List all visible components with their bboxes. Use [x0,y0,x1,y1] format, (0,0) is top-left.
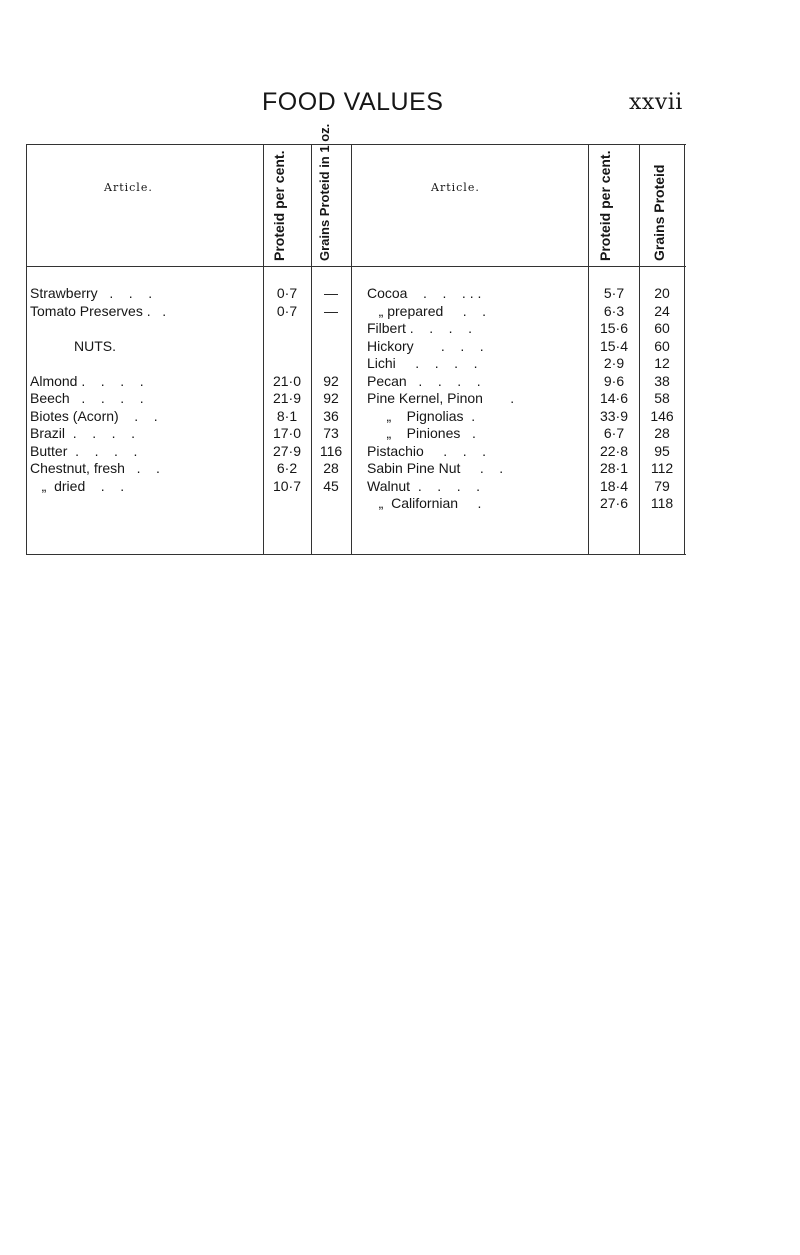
row-grains-proteid: 38 [654,372,670,389]
row-proteid-per-cent: 5·7 [603,285,625,301]
row-article: Brazil . . . . [30,425,136,441]
row-proteid-per-cent: 18·4 [599,477,629,494]
row-grains-proteid: 12 [654,355,670,371]
row-proteid-per-cent: 6·2 [276,460,298,476]
row-article: Lichi . . . . [367,355,478,371]
row-article: Beech . . . . [30,390,144,406]
header-article-right: Article. [431,181,480,194]
row-grains-proteid: — [324,285,338,301]
row-proteid-per-cent: 6·7 [603,425,625,441]
header-grains-proteid-right: Grains Proteid [651,164,667,261]
row-proteid-per-cent: 0·7 [276,285,298,301]
row-article: Filbert . . . . [367,320,473,336]
food-values-table [26,123,686,555]
row-proteid-per-cent: 21·0 [272,372,302,389]
row-grains-proteid: 112 [650,460,674,476]
header-article-left: Article. [104,181,153,194]
row-article: „ prepared . . [367,302,487,319]
row-grains-proteid: 92 [323,390,339,406]
row-article: Walnut . . . . [367,477,481,494]
page-header [0,88,800,118]
header-proteid-per-cent-left: Proteid per cent. [271,150,287,261]
row-proteid-per-cent: 27·6 [599,495,629,511]
row-grains-proteid: 20 [654,285,670,301]
row-grains-proteid: 36 [323,407,339,424]
row-article: Pistachio . . . [367,442,487,459]
page-title: FOOD VALUES [262,88,444,116]
row-article: Hickory . . . [367,337,484,354]
row-grains-proteid: 146 [650,407,674,424]
table-rule [684,145,685,554]
table-rule [26,145,27,554]
row-proteid-per-cent: 10·7 [272,477,302,494]
row-grains-proteid: 60 [654,337,670,354]
section-heading-nuts: NUTS. [74,337,116,354]
row-grains-proteid: 60 [654,320,670,336]
row-grains-proteid: 116 [319,442,343,459]
row-article: „ Pignolias . [367,407,476,424]
header-rule [26,266,686,267]
row-proteid-per-cent: 17·0 [272,425,302,441]
row-article: Butter . . . . [30,442,138,459]
row-proteid-per-cent: 6·3 [603,302,625,319]
row-proteid-per-cent: 8·1 [276,407,298,424]
row-proteid-per-cent: 27·9 [272,442,302,459]
page-number: xxvii [629,90,683,115]
row-grains-proteid: 24 [654,302,670,319]
row-proteid-per-cent: 21·9 [272,390,302,406]
row-article: Sabin Pine Nut . . [367,460,504,476]
row-proteid-per-cent: 2·9 [603,355,625,371]
row-proteid-per-cent: 22·8 [599,442,629,459]
header-proteid-per-cent-right: Proteid per cent. [597,150,613,261]
row-article: Pine Kernel, Pinon . [367,390,515,406]
row-proteid-per-cent: 28·1 [599,460,629,476]
row-proteid-per-cent: 9·6 [603,372,625,389]
row-grains-proteid: 58 [654,390,670,406]
row-grains-proteid: 73 [323,425,339,441]
row-article: Pecan . . . . [367,372,481,389]
row-article: Almond . . . . [30,372,144,389]
row-proteid-per-cent: 14·6 [599,390,629,406]
row-article: „ Californian . [367,495,482,511]
row-grains-proteid: 118 [650,495,674,511]
table-rule [588,145,589,554]
row-grains-proteid: 92 [323,372,339,389]
row-article: Biotes (Acorn) . . [30,407,158,424]
row-grains-proteid: 28 [654,425,670,441]
header-grains-proteid-left: Grains Proteid in 1 oz. [317,123,332,261]
row-proteid-per-cent: 15·6 [599,320,629,336]
row-grains-proteid: 45 [323,477,339,494]
row-proteid-per-cent: 33·9 [599,407,629,424]
row-article: Strawberry . . . [30,285,153,301]
row-grains-proteid: 79 [654,477,670,494]
row-article: Tomato Preserves . . [30,302,167,319]
row-article: Cocoa . . . . . [367,285,482,301]
row-proteid-per-cent: 0·7 [276,302,298,319]
row-proteid-per-cent: 15·4 [599,337,629,354]
row-article: „ Piniones . [367,425,476,441]
row-grains-proteid: 28 [323,460,339,476]
row-article: Chestnut, fresh . . [30,460,160,476]
row-grains-proteid: — [324,302,338,319]
row-article: „ dried . . [30,477,125,494]
row-grains-proteid: 95 [654,442,670,459]
